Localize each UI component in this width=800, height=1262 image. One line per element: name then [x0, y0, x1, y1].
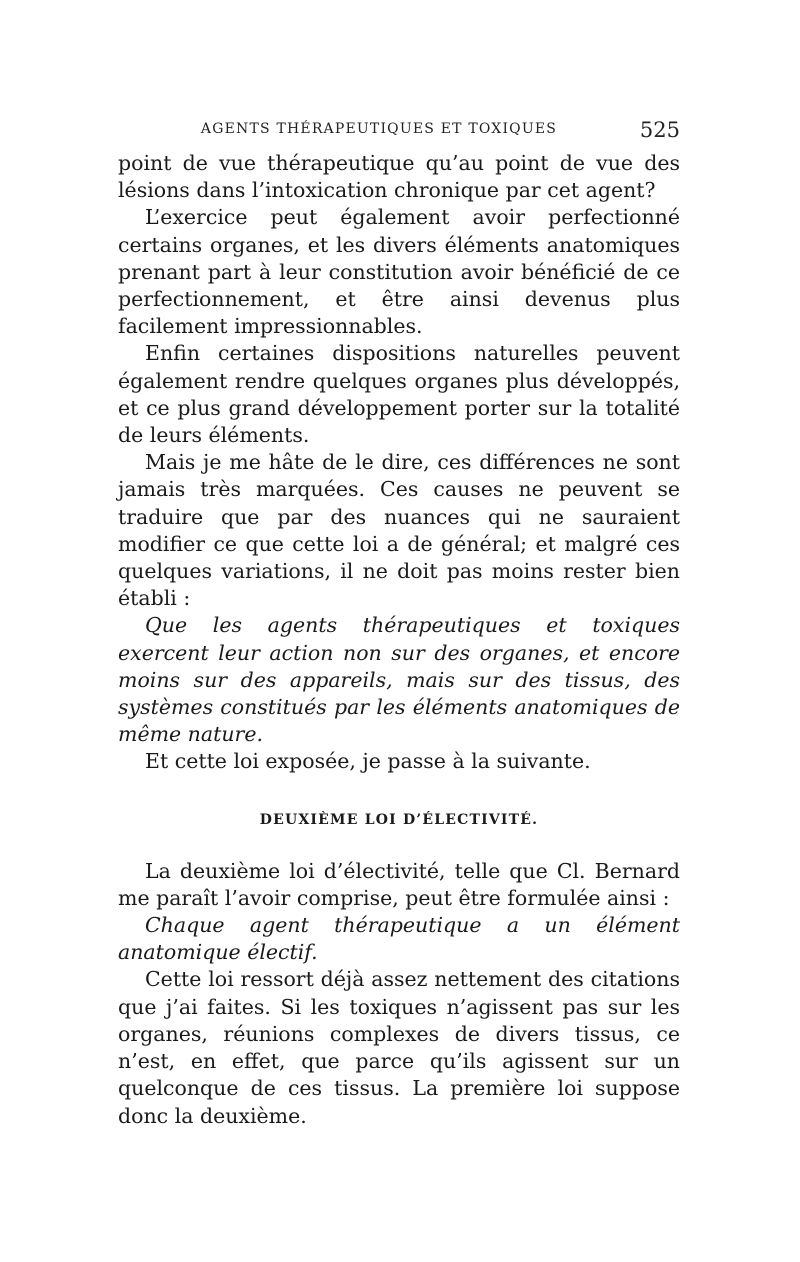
running-head — [118, 118, 680, 150]
paragraph-continuation: point de vue thérapeutique qu’au point de vue des lésions dans l’intoxication chronique par cet agent? — [118, 151, 680, 203]
paragraph-differences: Mais je me hâte de le dire, ces différences ne sont jamais très marquées. Ces causes ne peuvent se traduire que par des nuances qui ne sauraient modifier ce que cette loi a de général; et malgré ces quelques variations, il ne doit pas moins rester bien établi : — [118, 450, 680, 611]
paragraph-second-law-intro: La deuxième loi d’électivité, telle que Cl. Bernard me paraît l’avoir comprise, peut être formulée ainsi : — [118, 858, 680, 910]
first-law-statement: Que les agents thérapeutiques et toxiques exercent leur action non sur des organes, et encore moins sur des appareils, mais sur des tissus, des systèmes constitués par les éléments anatomiques de même nature. — [118, 613, 680, 747]
paragraph-second-law-discussion: Cette loi ressort déjà assez nettement des citations que j’ai faites. Si les toxiques n’agissent pas sur les organes, réunions complexes de divers tissus, ce n’est, en effet, que parce qu’ils agissent sur un quelconque de ces tissus. La première loi suppose donc la deuxième. — [118, 967, 680, 1128]
paragraph-transition: Et cette loi exposée, je passe à la suivante. — [145, 749, 591, 774]
paragraph-natural-dispositions: Enfin certaines dispositions naturelles peuvent également rendre quelques organes plus développés, et ce plus grand développement porter sur la totalité de leurs éléments. — [118, 341, 680, 448]
page-number: 525 — [639, 118, 680, 142]
section-heading: DEUXIÈME LOI D’ÉLECTIVITÉ. — [259, 811, 539, 828]
second-law-statement: Chaque agent thérapeutique a un élément anatomique électif. — [118, 913, 680, 965]
paragraph-exercise: L’exercice peut également avoir perfectionné certains organes, et les divers éléments anatomiques prenant part à leur constitution avoir bénéficié de ce perfectionnement, et être ainsi devenus plus facilement impressionnables. — [118, 205, 680, 339]
page-body — [118, 150, 680, 1130]
running-title: AGENTS THÉRAPEUTIQUES ET TOXIQUES — [200, 121, 558, 137]
